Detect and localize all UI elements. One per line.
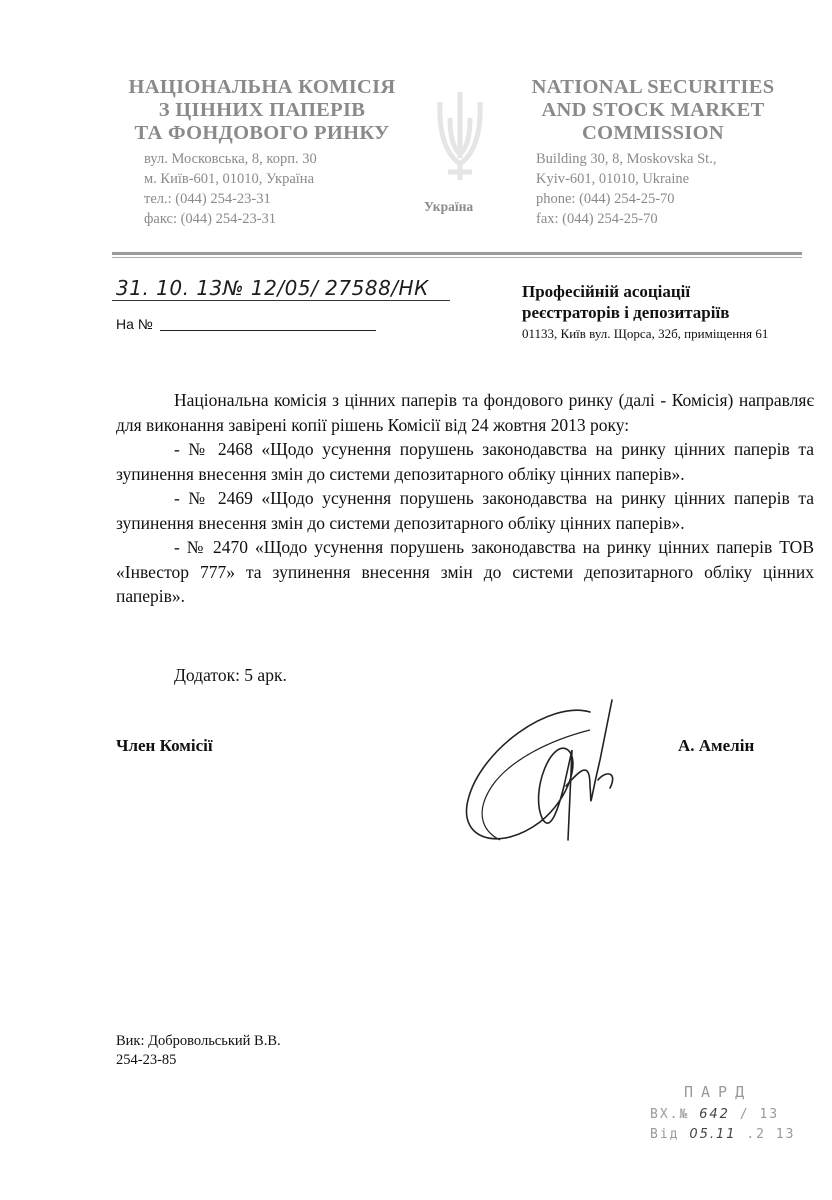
signatory-position: Член Комісії [116,736,213,755]
incoming-registration-stamp [650,1083,820,1163]
address-line: Kyiv-601, 01010, Ukraine [536,171,690,187]
addressee-name-line: Професійній асоціації [522,282,691,301]
address-en [536,149,808,229]
letter-body [116,388,814,609]
reference-underline [112,300,450,301]
title-line: З ЦІННИХ ПАПЕРІВ [158,99,366,121]
outgoing-reference-handwritten: 31. 10. 13№ 12/05/ 27588/НК [116,276,429,300]
executor-name: Вик: Добровольський В.В. [116,1033,281,1049]
body-intro-paragraph: Національна комісія з цінних паперів та фондового ринку (далі - Комісія) направляє для виконання завірені копії рішень Комісії від 24 жовтня 2013 року: [116,390,814,435]
reply-to-blank-line [160,330,376,331]
address-line: Building 30, 8, Moskovska St., [536,151,717,167]
decision-item: - № 2470 «Щодо усунення порушень законодавства на ринку цінних паперів ТОВ «Інвестор 777» та зупинення внесення змін до системи депозитарного обліку цінних паперів». [116,537,814,606]
address-ua [144,149,412,229]
fax-line: fax: (044) 254-25-70 [536,211,658,227]
addressee-name [522,281,812,323]
title-line: НАЦІОНАЛЬНА КОМІСІЯ [128,76,396,98]
stamp-organization: ПАРД [684,1083,753,1101]
addressee-block [522,281,812,343]
title-line: ТА ФОНДОВОГО РИНКУ [134,122,390,144]
phone-line: phone: (044) 254-25-70 [536,191,675,207]
address-line: вул. Московська, 8, корп. 30 [144,151,317,167]
stamp-date-label: Від [650,1127,680,1142]
executor-block [116,1032,281,1070]
title-line: AND STOCK MARKET [541,99,765,121]
stamp-date-suffix: .2 13 [746,1127,796,1142]
title-line: COMMISSION [582,122,724,144]
stamp-date-handwritten: 05.11 [689,1127,737,1142]
letterhead-divider [112,252,802,255]
decision-item: - № 2468 «Щодо усунення порушень законодавства на ринку цінних паперів та зупинення внесення змін до системи депозитарного обліку цінних паперів». [116,439,814,484]
handwritten-signature [440,690,660,860]
decision-item: - № 2469 «Щодо усунення порушень законодавства на ринку цінних паперів та зупинення внесення змін до системи депозитарного обліку цінних паперів». [116,488,814,533]
address-line: м. Київ-601, 01010, Україна [144,171,315,187]
phone-line: тел.: (044) 254-23-31 [144,191,271,207]
addressee-address: 01133, Київ вул. Щорса, 32б, приміщення 61 [522,326,769,341]
letterhead-english [508,76,808,229]
commission-title-en [508,76,798,145]
letterhead-ukrainian [112,76,412,229]
reply-to-label: На № [116,316,153,332]
title-line: NATIONAL SECURITIES [531,76,775,98]
fax-line: факс: (044) 254-23-31 [144,211,277,227]
letterhead-divider-thin [112,257,802,258]
trident-emblem-icon [428,88,492,184]
signatory-name: А. Амелін [678,736,755,755]
commission-title-ua [112,76,412,145]
stamp-incoming-number-handwritten: 642 [699,1107,730,1122]
stamp-incoming-number-suffix: / 13 [739,1107,780,1122]
executor-phone: 254-23-85 [116,1052,177,1068]
addressee-name-line: реєстраторів і депозитаріїв [522,303,730,322]
country-label: Україна [424,199,474,214]
stamp-incoming-number-row [650,1107,779,1122]
stamp-incoming-number-label: ВХ.№ [650,1107,690,1122]
appendix-note: Додаток: 5 арк. [174,665,287,685]
stamp-date-row [650,1127,796,1142]
